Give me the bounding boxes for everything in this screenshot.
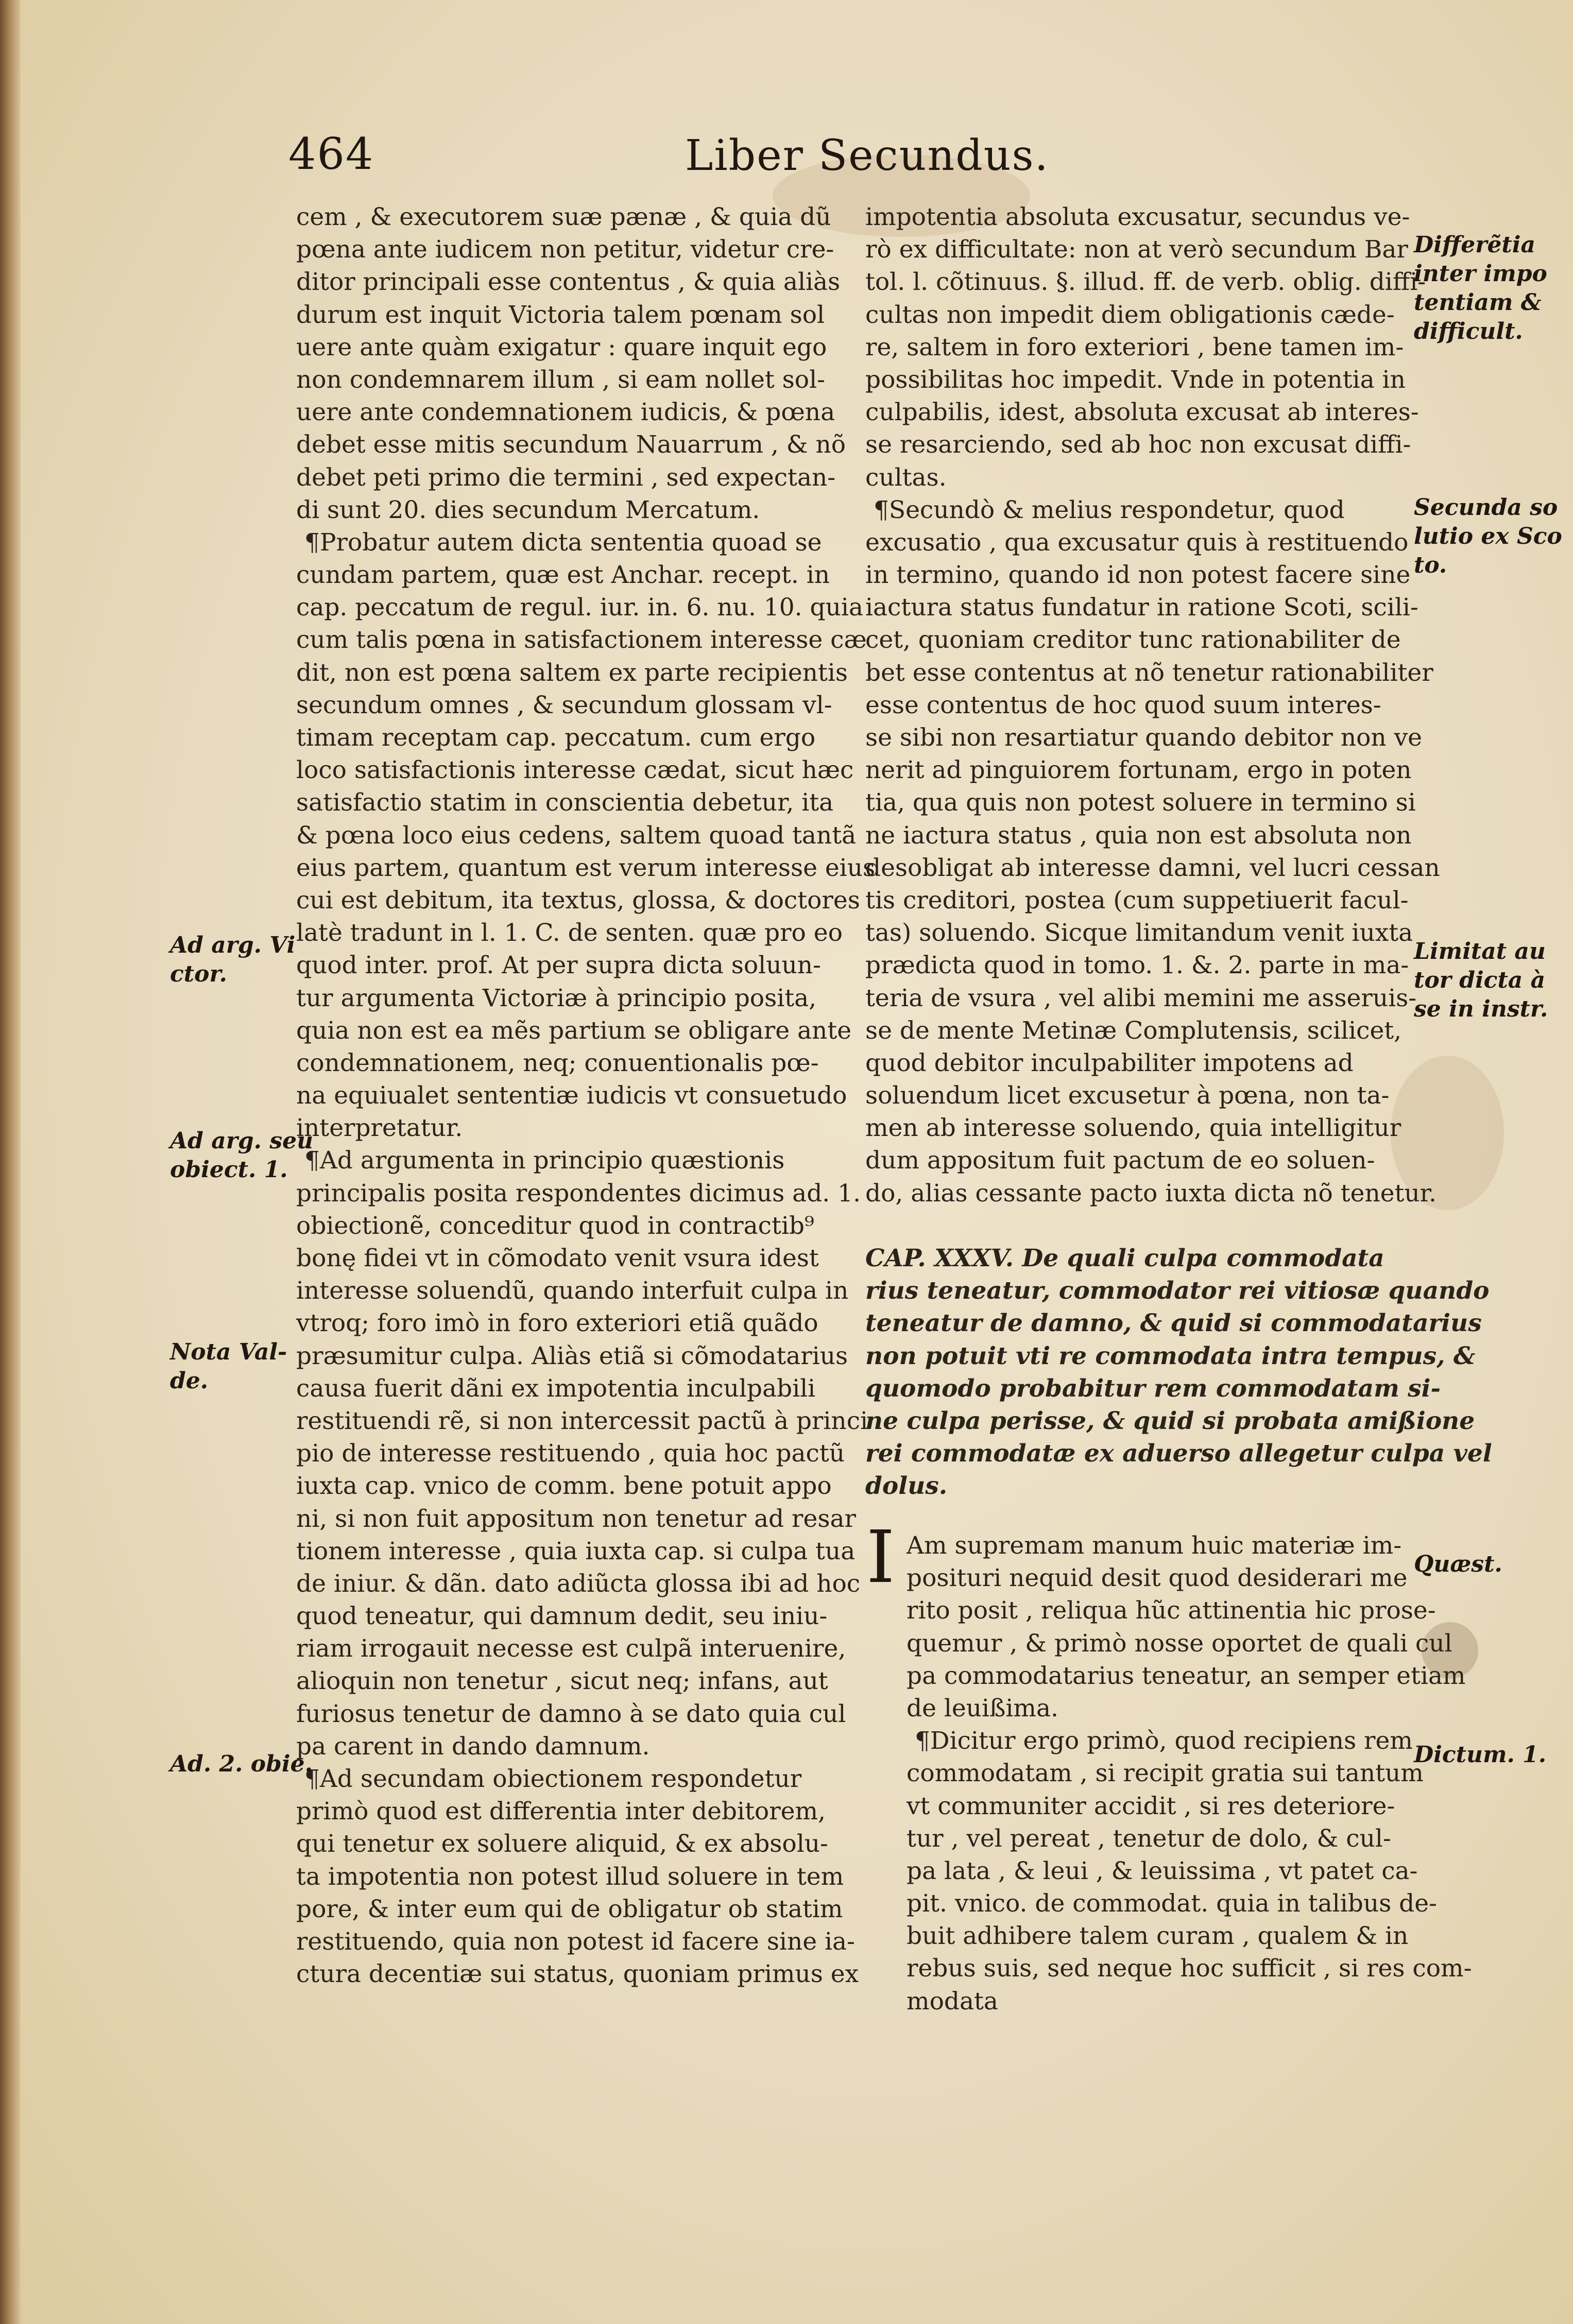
text-line: ctura decentiæ sui status, quoniam primus ex [296, 1960, 859, 1989]
margin-note-line: Nota Val- [170, 1339, 287, 1365]
margin-note-line: Ad. 2. obie. [170, 1751, 313, 1777]
text-line: debet peti primo die termini , sed expectan- [296, 463, 836, 492]
text-line: tur , vel pereat , tenetur de dolo, & cul- [907, 1824, 1391, 1853]
text-line: pio de interesse restituendo , quia hoc pactũ [296, 1439, 845, 1468]
text-line: restituendo, quia non potest id facere sine ia- [296, 1927, 855, 1956]
chapter-heading-line: CAP. XXXV. De quali culpa commodata [865, 1244, 1384, 1272]
chapter-heading-line: dolus. [865, 1472, 948, 1501]
text-line: ditor principali esse contentus , & quia aliàs [296, 268, 841, 297]
text-line: bonę fidei vt in cõmodato venit vsura idest [296, 1244, 819, 1272]
text-line: satisfactio statim in conscientia debetur, ita [296, 788, 834, 817]
text-line: Am supremam manum huic materiæ im- [907, 1531, 1402, 1560]
text-line: ne iactura status , quia non est absoluta non [865, 821, 1412, 850]
text-line: teria de vsura , vel alibi memini me asseruis- [865, 984, 1417, 1012]
book-spine-edge [0, 0, 21, 2324]
chapter-heading-line: ne culpa perisse, & quid si probata amißione [865, 1406, 1475, 1435]
text-line: rito posit , reliqua hũc attinentia hic prose- [907, 1596, 1436, 1625]
text-line: rò ex difficultate: non at verò secundum Bar [865, 235, 1408, 264]
text-line: quod teneatur, qui damnum dedit, seu iniu- [296, 1602, 828, 1631]
margin-note-secunda-solutio [1414, 493, 1562, 580]
margin-note-line: inter impo [1414, 261, 1547, 287]
text-line: tis creditori, postea (cum suppetiuerit facul- [865, 886, 1409, 915]
text-line: di sunt 20. dies secundum Mercatum. [296, 495, 760, 524]
text-line: latè tradunt in l. 1. C. de senten. quæ pro eo [296, 919, 843, 948]
text-line: ta impotentia non potest illud soluere in tem [296, 1862, 844, 1891]
text-line: non condemnarem illum , si eam nollet sol- [296, 365, 826, 394]
text-line: do, alias cessante pacto iuxta dicta nõ tenetur. [865, 1179, 1437, 1208]
text-line: impotentia absoluta excusatur, secundus ve- [865, 203, 1410, 231]
text-line: posituri nequid desit quod desiderari me [907, 1564, 1408, 1593]
text-line: eius partem, quantum est verum interesse eius [296, 853, 876, 882]
text-line: timam receptam cap. peccatum. cum ergo [296, 724, 816, 752]
text-line: ¶Dicitur ergo primò, quod recipiens rem [915, 1727, 1413, 1755]
text-line: cultas. [865, 463, 947, 492]
margin-note-ad-2-obie [170, 1750, 313, 1779]
margin-note-line: obiect. 1. [170, 1157, 288, 1183]
running-title: Liber Secundus. [685, 131, 1049, 180]
text-line: men ab interesse soluendo, quia intelligitur [865, 1114, 1401, 1143]
margin-note-line: se in instr. [1414, 996, 1548, 1022]
text-line: cem , & executorem suæ pænæ , & quia dũ [296, 203, 831, 231]
text-line: prædicta quod in tomo. 1. &. 2. parte in ma- [865, 951, 1409, 980]
text-line: ni, si non fuit appositum non tenetur ad resar [296, 1504, 856, 1533]
text-line: vt communiter accidit , si res deteriore- [907, 1792, 1395, 1820]
text-line: præsumitur culpa. Aliàs etiã si cõmodatarius [296, 1341, 848, 1370]
chapter-heading [865, 1242, 1492, 1503]
text-line: cap. peccatum de regul. iur. in. 6. nu. 10. quia [296, 593, 863, 622]
text-line: desobligat ab interesse damni, vel lucri cessan [865, 853, 1440, 882]
margin-note-line: Differẽtia [1414, 232, 1535, 258]
text-line: se sibi non resartiatur quando debitor non ve [865, 724, 1422, 752]
text-line: furiosus tenetur de damno à se dato quia cul [296, 1699, 846, 1728]
text-line: na equiualet sententiæ iudicis vt consuetudo [296, 1081, 847, 1110]
text-line: quemur , & primò nosse oportet de quali cul [907, 1629, 1452, 1658]
text-line: alioquin non tenetur , sicut neq; infans, aut [296, 1667, 828, 1696]
text-line: modata [907, 1987, 998, 2016]
margin-note-ad-arg-victor [170, 931, 295, 989]
left-text-column [296, 201, 876, 1990]
page-number: 464 [288, 129, 374, 179]
text-line: esse contentus de hoc quod suum interes- [865, 691, 1381, 719]
text-line: possibilitas hoc impedit. Vnde in potentia in [865, 365, 1406, 394]
text-line: pœna ante iudicem non petitur, videtur cre- [296, 235, 834, 264]
text-line: vtroq; foro imò in foro exteriori etiã quãdo [296, 1309, 818, 1338]
text-line: in termino, quando id non potest facere sine [865, 561, 1411, 590]
text-line: quia non est ea mẽs partium se obligare ante [296, 1016, 852, 1045]
text-line: interpretatur. [296, 1114, 463, 1143]
text-line: excusatio , qua excusatur quis à restituendo [865, 528, 1409, 557]
text-line: obiectionẽ, conceditur quod in contractib⁹ [296, 1211, 814, 1240]
text-line: tionem interesse , quia iuxta cap. si culpa tua [296, 1537, 856, 1565]
text-line: uere ante quàm exigatur : quare inquit ego [296, 333, 827, 361]
text-line: uere ante condemnationem iudicis, & pœna [296, 398, 835, 427]
text-line: quod inter. prof. At per supra dicta soluun- [296, 951, 821, 980]
text-line: cum talis pœna in satisfactionem interesse cæ [296, 626, 867, 655]
text-line: tur argumenta Victoriæ à principio posita, [296, 984, 817, 1012]
text-line: riam irrogauit necesse est culpã interuenire, [296, 1634, 846, 1663]
chapter-heading-line: rius teneatur, commodator rei vitiosæ quando [865, 1277, 1490, 1305]
text-line: quod debitor inculpabiliter impotens ad [865, 1048, 1354, 1077]
text-line: dit, non est pœna saltem ex parte recipientis [296, 658, 848, 687]
margin-note-line: to. [1414, 552, 1447, 578]
margin-note-line: ctor. [170, 961, 227, 987]
margin-note-nota-valde [170, 1338, 287, 1396]
text-line: de iniur. & dãn. dato adiũcta glossa ibi ad hoc [296, 1569, 861, 1598]
text-line: iactura status fundatur in ratione Scoti, scili- [865, 593, 1418, 622]
text-line: soluendum licet excusetur à pœna, non ta- [865, 1081, 1390, 1110]
text-line: re, saltem in foro exteriori , bene tamen im- [865, 333, 1404, 361]
margin-note-dictum: Dictum. 1. [1414, 1742, 1547, 1768]
margin-note-line: difficult. [1414, 318, 1523, 345]
margin-note-quaest: Quæst. [1414, 1551, 1502, 1577]
text-line: secundum omnes , & secundum glossam vl- [296, 691, 832, 719]
text-line: bet esse contentus at nõ tenetur rationabiliter [865, 658, 1433, 687]
margin-note-differentia [1414, 231, 1547, 346]
text-line: dum appositum fuit pactum de eo soluen- [865, 1146, 1375, 1175]
text-line: pit. vnico. de commodat. quia in talibus de- [907, 1889, 1437, 1918]
text-line: qui tenetur ex soluere aliquid, & ex absolu- [296, 1830, 828, 1858]
text-line: ¶Secundò & melius respondetur, quod [874, 495, 1345, 524]
text-line: principalis posita respondentes dicimus ad. 1. [296, 1179, 861, 1208]
text-line: tia, qua quis non potest soluere in termino si [865, 788, 1416, 817]
text-line: ¶Probatur autem dicta sententia quoad se [304, 528, 822, 557]
margin-note-line: tentiam & [1414, 289, 1542, 316]
text-line: causa fuerit dãni ex impotentia inculpabili [296, 1374, 816, 1403]
text-line: nerit ad pinguiorem fortunam, ergo in poten [865, 756, 1412, 785]
text-line: cultas non impedit diem obligationis cæde- [865, 300, 1395, 329]
text-line: primò quod est differentia inter debitorem, [296, 1797, 826, 1826]
text-line: cui est debitum, ita textus, glossa, & doctores [296, 886, 860, 915]
text-line: de leuißima. [907, 1694, 1058, 1723]
margin-note-line: Limitat au [1414, 938, 1546, 965]
text-line: cet, quoniam creditor tunc rationabiliter de [865, 626, 1401, 655]
margin-note-line: de. [170, 1368, 209, 1394]
margin-note-line: tor dicta à [1414, 967, 1546, 993]
text-line: ¶Ad argumenta in principio quæstionis [304, 1146, 785, 1175]
chapter-heading-line: teneatur de damno, & quid si commodatarius [865, 1309, 1482, 1338]
text-line: condemnationem, neq; conuentionalis pœ- [296, 1048, 819, 1077]
text-line: pore, & inter eum qui de obligatur ob statim [296, 1895, 843, 1923]
margin-note-ad-arg-obiect [170, 1127, 313, 1184]
text-line: tol. l. cõtinuus. §. illud. ff. de verb. oblig. diffi- [865, 268, 1426, 297]
margin-note-line: Ad arg. Vi [170, 932, 296, 958]
chapter-heading-line: rei commodatæ ex aduerso allegetur culpa vel [865, 1439, 1492, 1468]
text-line: se de mente Metinæ Complutensis, scilicet, [865, 1016, 1402, 1045]
text-line: commodatam , si recipit gratia sui tantum [907, 1759, 1424, 1788]
text-line: rebus suis, sed neque hoc sufficit , si res com- [907, 1954, 1472, 1983]
text-line: pa commodatarius teneatur, an semper etiam [907, 1661, 1466, 1690]
text-line: culpabilis, idest, absoluta excusat ab interes- [865, 398, 1419, 427]
drop-cap-initial: I [866, 1516, 895, 1599]
text-line: se resarciendo, sed ab hoc non excusat diffi- [865, 431, 1411, 459]
text-line: & pœna loco eius cedens, saltem quoad tantã [296, 821, 857, 850]
margin-note-line: Ad arg. seu [170, 1128, 314, 1154]
chapter-heading-line: quomodo probabitur rem commodatam si- [865, 1374, 1441, 1403]
margin-note-line: Secunda so [1414, 494, 1558, 521]
margin-note-line: lutio ex Sco [1414, 523, 1562, 549]
right-text-column-top [865, 201, 1440, 1210]
text-line: debet esse mitis secundum Nauarrum , & nõ [296, 431, 846, 459]
text-line: pa carent in dando damnum. [296, 1732, 650, 1761]
text-line: interesse soluendũ, quando interfuit culpa in [296, 1277, 849, 1305]
text-line: restituendi rẽ, si non intercessit pactũ à princi [296, 1406, 868, 1435]
text-line: iuxta cap. vnico de comm. bene potuit appo [296, 1472, 832, 1501]
chapter-heading-line: non potuit vti re commodata intra tempus, & [865, 1341, 1476, 1370]
text-line: durum est inquit Victoria talem pœnam sol [296, 300, 825, 329]
margin-note-limitat [1414, 937, 1548, 1024]
text-line: cundam partem, quæ est Anchar. recept. in [296, 561, 830, 590]
text-line: loco satisfactionis interesse cædat, sicut hæc [296, 756, 854, 785]
text-line: buit adhibere talem curam , qualem & in [907, 1922, 1409, 1951]
text-line: pa lata , & leui , & leuissima , vt patet ca- [907, 1856, 1418, 1885]
text-line: tas) soluendo. Sicque limitandum venit iuxta [865, 919, 1413, 948]
text-line: ¶Ad secundam obiectionem respondetur [304, 1765, 802, 1793]
